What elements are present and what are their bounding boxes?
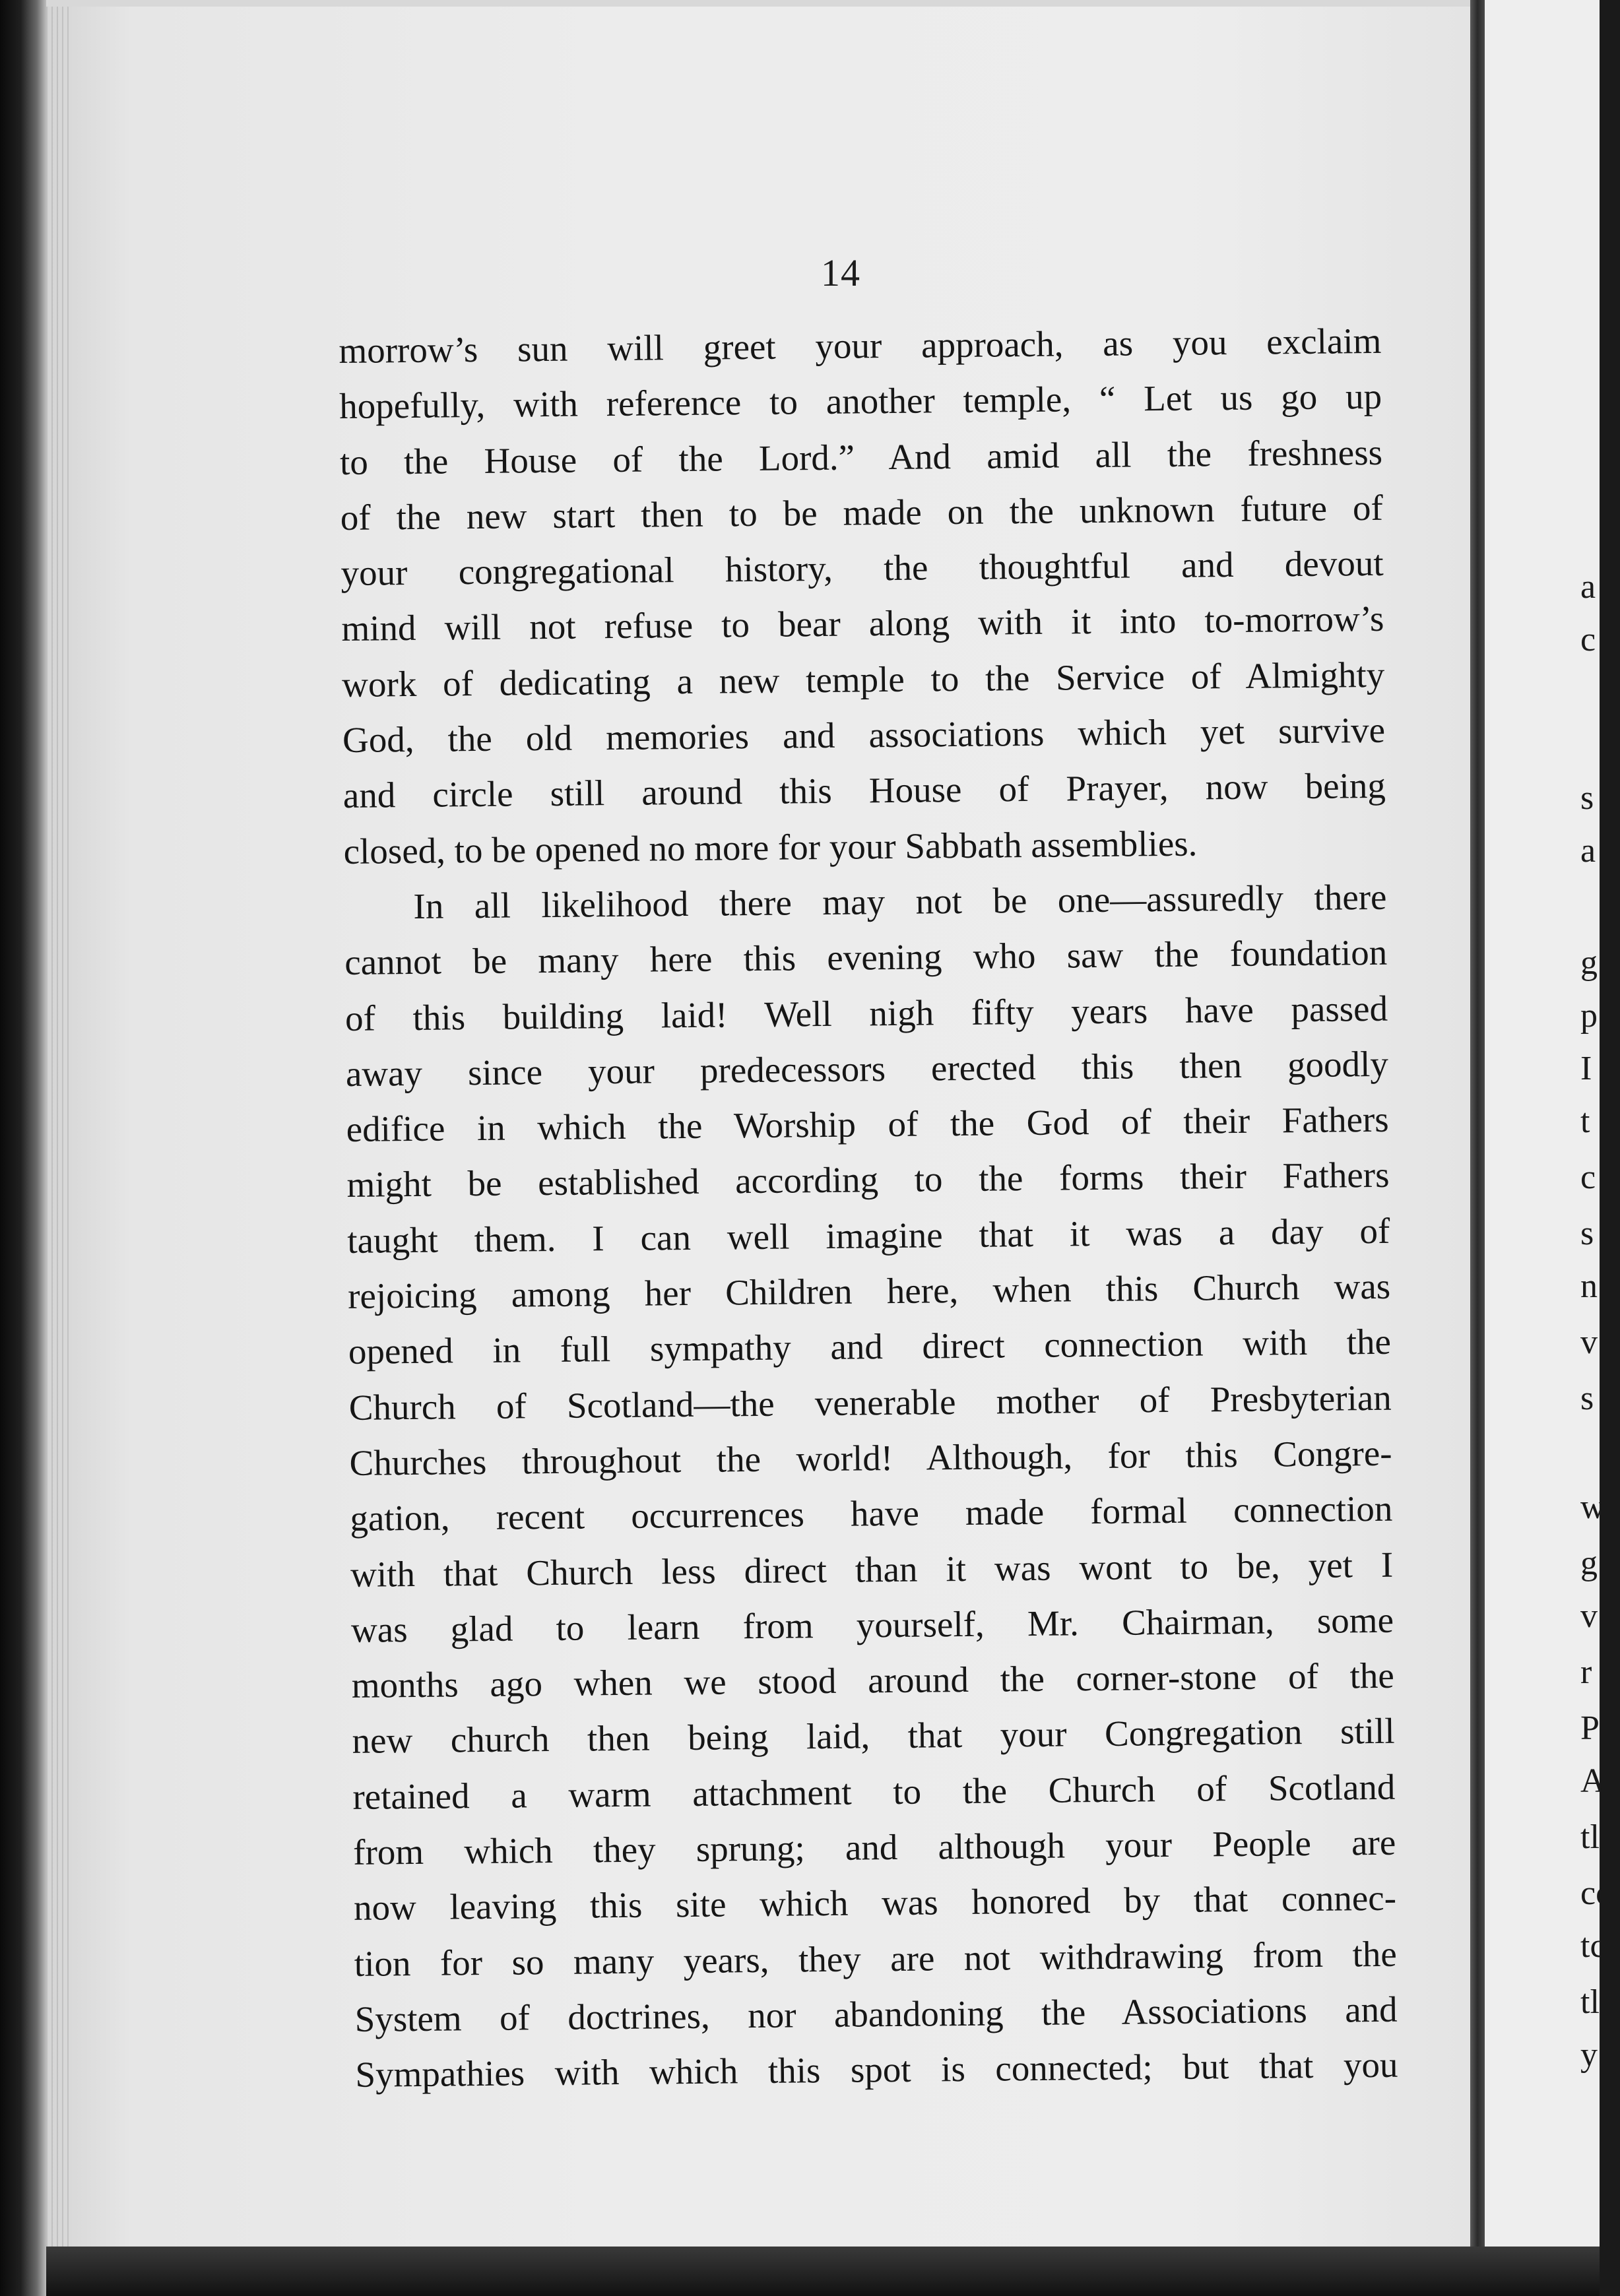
text-line: God, the old memories and associations which yet survive bbox=[342, 709, 1386, 761]
facing-page-letter: A bbox=[1580, 1762, 1605, 1800]
facing-page-edge-text bbox=[1580, 0, 1620, 2256]
text-line: might be established according to the forms their Fathers bbox=[346, 1155, 1390, 1205]
text-line: retained a warm attachment to the Church of Scotland bbox=[352, 1766, 1396, 1817]
page-edge-stack bbox=[46, 7, 73, 2247]
text-line: new church then being laid, that your Congregation still bbox=[352, 1711, 1395, 1762]
facing-page-letter: tc bbox=[1580, 1927, 1605, 1965]
text-line: cannot be many here this evening who saw the foundation bbox=[344, 932, 1388, 983]
text-line: taught them. I can well imagine that it was a day of bbox=[347, 1210, 1390, 1261]
text-line: Sympathies with which this spot is connected; but that you bbox=[355, 2044, 1398, 2095]
facing-page-letter: tl bbox=[1580, 1818, 1600, 1856]
facing-page-letter: c bbox=[1580, 621, 1596, 658]
facing-page-letter: g bbox=[1580, 1545, 1598, 1582]
text-line: of this building laid! Well nigh fifty years have passed bbox=[344, 988, 1388, 1038]
text-line: tion for so many years, they are not withdrawing from the bbox=[354, 1933, 1398, 1984]
text-line: your congregational history, the thoughtful and devout bbox=[340, 543, 1384, 594]
text-line: opened in full sympathy and direct connection with the bbox=[348, 1322, 1392, 1372]
text-line: to the House of the Lord.” And amid all the freshness bbox=[339, 431, 1383, 482]
facing-page-letter: y bbox=[1580, 2036, 1598, 2074]
facing-page-letter: t bbox=[1580, 1102, 1590, 1140]
body-text bbox=[339, 313, 1398, 2103]
text-line: edifice in which the Worship of the God of their Fathers bbox=[346, 1099, 1389, 1150]
facing-page-letter: s bbox=[1580, 1215, 1594, 1252]
text-line: was glad to learn from yourself, Mr. Chairman, some bbox=[350, 1599, 1394, 1650]
text-line: work of dedicating a new temple to the Service of Almighty bbox=[341, 654, 1385, 705]
text-line: Church of Scotland—the venerable mother of Presbyterian bbox=[348, 1377, 1392, 1428]
text-line: gation, recent occurrences have made formal connection bbox=[350, 1488, 1393, 1539]
facing-page-letter: s bbox=[1580, 1380, 1594, 1417]
book-spine-edge bbox=[0, 0, 46, 2296]
facing-page-letter: cc bbox=[1580, 1874, 1611, 1912]
facing-page-letter: I bbox=[1580, 1050, 1592, 1087]
text-line: away since your predecessors erected this then goodly bbox=[345, 1043, 1389, 1094]
text-line: hopefully, with reference to another temple, “ Let us go up bbox=[339, 376, 1382, 427]
text-line: mind will not refuse to bear along with it into to-morrow’s bbox=[341, 598, 1384, 649]
facing-page-letter: p bbox=[1580, 997, 1598, 1035]
text-line: with that Church less direct than it was wont to be, yet I bbox=[350, 1544, 1394, 1595]
text-line: now leaving this site which was honored by that connec- bbox=[353, 1878, 1397, 1929]
facing-page-letter: r bbox=[1580, 1653, 1592, 1691]
text-line: rejoicing among her Children here, when this Church was bbox=[347, 1265, 1391, 1316]
facing-page-letter: g bbox=[1580, 944, 1598, 982]
text-line: and circle still around this House of Prayer, now being bbox=[342, 765, 1386, 816]
facing-page-letter: a bbox=[1580, 832, 1596, 870]
text-line: Churches throughout the world! Although, for this Congre- bbox=[349, 1432, 1392, 1483]
facing-page-letter: n bbox=[1580, 1267, 1598, 1305]
facing-page-letter: w bbox=[1580, 1488, 1605, 1526]
facing-page-letter: s bbox=[1580, 779, 1594, 817]
scan-bottom-edge bbox=[46, 2247, 1600, 2296]
facing-page-letter: a bbox=[1580, 568, 1596, 606]
facing-page-letter: P bbox=[1580, 1709, 1600, 1747]
text-line: closed, to be opened no more for your Sabbath assemblies. bbox=[343, 823, 1198, 872]
text-line: of the new start then to be made on the unknown future of bbox=[340, 487, 1384, 538]
page-gutter bbox=[1470, 0, 1485, 2256]
text-line: System of doctrines, nor abandoning the Associations and bbox=[354, 1989, 1398, 2039]
facing-page-letter: c bbox=[1580, 1159, 1596, 1196]
text-line: In all likelihood there may not be one—assuredly there bbox=[413, 876, 1387, 926]
text-line: months ago when we stood around the corner-stone of the bbox=[351, 1655, 1395, 1706]
page-number: 14 bbox=[821, 251, 860, 294]
text-line: morrow’s sun will greet your approach, as you exclaim bbox=[339, 320, 1382, 371]
facing-page-letter: tl bbox=[1580, 1983, 1600, 2021]
facing-page-letter: v bbox=[1580, 1323, 1598, 1361]
facing-page-letter: v bbox=[1580, 1597, 1598, 1635]
text-line: from which they sprung; and although your People are bbox=[352, 1822, 1396, 1872]
